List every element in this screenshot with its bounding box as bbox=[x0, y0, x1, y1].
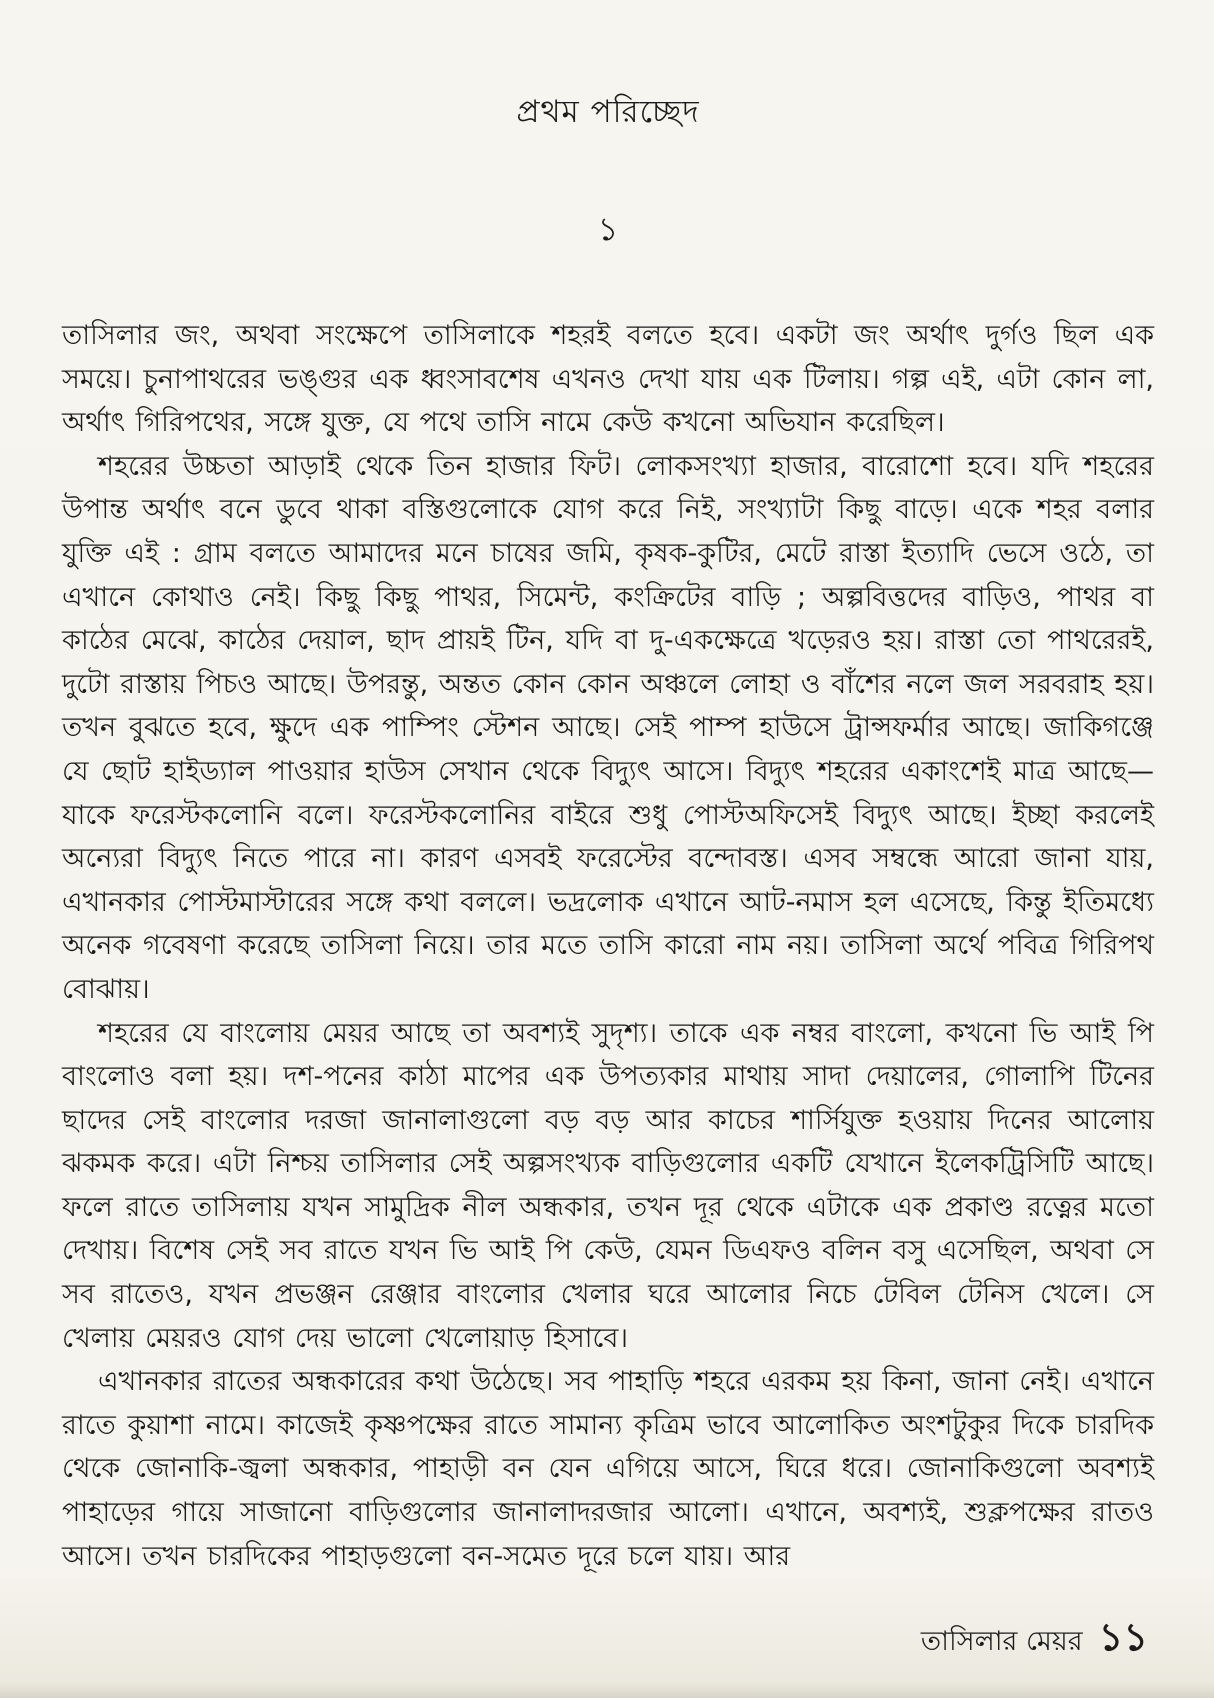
body-text bbox=[62, 314, 1154, 1578]
chapter-heading: প্রথম পরিচ্ছেদ bbox=[516, 94, 700, 130]
paragraph-2: শহরের উচ্চতা আড়াই থেকে তিন হাজার ফিট। লোকসংখ্যা হাজার, বারোশো হবে। যদি শহরের উপান্ত অর্থাৎ বনে ডুবে থাকা বস্তিগুলোকে যোগ করে নিই, সংখ্যাটা কিছু বাড়ে। একে শহর বলার যুক্তি এই : গ্রাম বলতে আমাদের মনে চাষের জমি, কৃষক-কুটির, মেটে রাস্তা ইত্যাদি ভেসে ওঠে, তা এখানে কোথাও নেই। কিছু কিছু পাথর, সিমেন্ট, কংক্রিটের বাড়ি ; অল্পবিত্তদের বাড়িও, পাথর বা কাঠের মেঝে, কাঠের দেয়াল, ছাদ প্রায়ই টিন, যদি বা দু-একক্ষেত্রে খড়েরও হয়। রাস্তা তো পাথরেরই, দুটো রাস্তায় পিচও আছে। উপরন্তু, অন্তত কোন কোন অঞ্চলে লোহা ও বাঁশের নলে জল সরবরাহ হয়। তখন বুঝতে হবে, ক্ষুদে এক পাম্পিং স্টেশন আছে। সেই পাম্প হাউসে ট্রান্সফর্মার আছে। জাকিগঞ্জে যে ছোট হাইড্যাল পাওয়ার হাউস সেখান থেকে বিদ্যুৎ আসে। বিদ্যুৎ শহরের একাংশেই মাত্র আছে—যাকে ফরেস্টকলোনি বলে। ফরেস্টকলোনির বাইরে শুধু পোস্টঅফিসেই বিদ্যুৎ আছে। ইচ্ছা করলেই অন্যেরা বিদ্যুৎ নিতে পারে না। কারণ এসবই ফরেস্টের বন্দোবস্ত। এসব সম্বন্ধে আরো জানা যায়, এখানকার পোস্টমাস্টারের সঙ্গে কথা বললে। ভদ্রলোক এখানে আট-নমাস হল এসেছে, কিন্তু ইতিমধ্যে অনেক গবেষণা করেছে তাসিলা নিয়ে। তার মতে তাসি কারো নাম নয়। তাসিলা অর্থে পবিত্র গিরিপথ বোঝায়। bbox=[62, 450, 1154, 1005]
paragraph-1: তাসিলার জং, অথবা সংক্ষেপে তাসিলাকে শহরই বলতে হবে। একটা জং অর্থাৎ দুর্গও ছিল এক সময়ে। চুনাপাথরের ভঙ্গুর এক ধ্বংসাবশেষ এখনও দেখা যায় এক টিলায়। গল্প এই, এটা কোন লা, অর্থাৎ গিরিপথের, সঙ্গে যুক্ত, যে পথে তাসি নামে কেউ কখনো অভিযান করেছিল। bbox=[62, 320, 1154, 439]
page-footer bbox=[921, 1608, 1148, 1672]
footer-book-title: তাসিলার মেয়র bbox=[920, 1626, 1083, 1657]
paragraph-3: শহরের যে বাংলোয় মেয়র আছে তা অবশ্যই সুদৃশ্য। তাকে এক নম্বর বাংলো, কখনো ভি আই পি বাংলোও বলা হয়। দশ-পনের কাঠা মাপের এক উপত্যকার মাথায় সাদা দেয়ালের, গোলাপি টিনের ছাদের সেই বাংলোর দরজা জানালাগুলো বড় বড় আর কাচের শার্সিযুক্ত হওয়ায় দিনের আলোয় ঝকমক করে। এটা নিশ্চয় তাসিলার সেই অল্পসংখ্যক বাড়িগুলোর একটি যেখানে ইলেকট্রিসিটি আছে। ফলে রাতে তাসিলায় যখন সামুদ্রিক নীল অন্ধকার, তখন দূর থেকে এটাকে এক প্রকাণ্ড রত্নের মতো দেখায়। বিশেষ সেই সব রাতে যখন ভি আই পি কেউ, যেমন ডিএফও বলিন বসু এসেছিল, অথবা সে সব রাতেও, যখন প্রভঞ্জন রেঞ্জার বাংলোর খেলার ঘরে আলোর নিচে টেবিল টেনিস খেলে। সে খেলায় মেয়রও যোগ দেয় ভালো খেলোয়াড় হিসাবে। bbox=[62, 1017, 1154, 1354]
paragraph-4: এখানকার রাতের অন্ধকারের কথা উঠেছে। সব পাহাড়ি শহরে এরকম হয় কিনা, জানা নেই। এখানে রাতে কুয়াশা নামে। কাজেই কৃষ্ণপক্ষের রাতে সামান্য কৃত্রিম ভাবে আলোকিত অংশটুকুর দিকে চারদিক থেকে জোনাকি-জ্বলা অন্ধকার, পাহাড়ী বন যেন এগিয়ে আসে, ঘিরে ধরে। জোনাকিগুলো অবশ্যই পাহাড়ের গায়ে সাজানো বাড়িগুলোর জানালাদরজার আলো। এখানে, অবশ্যই, শুক্লপক্ষের রাতও আসে। তখন চারদিকের পাহাড়গুলো বন-সমেত দূরে চলে যায়। আর bbox=[62, 1366, 1154, 1572]
page-number: ১১ bbox=[1098, 1615, 1148, 1659]
section-number: ১ bbox=[597, 210, 619, 248]
